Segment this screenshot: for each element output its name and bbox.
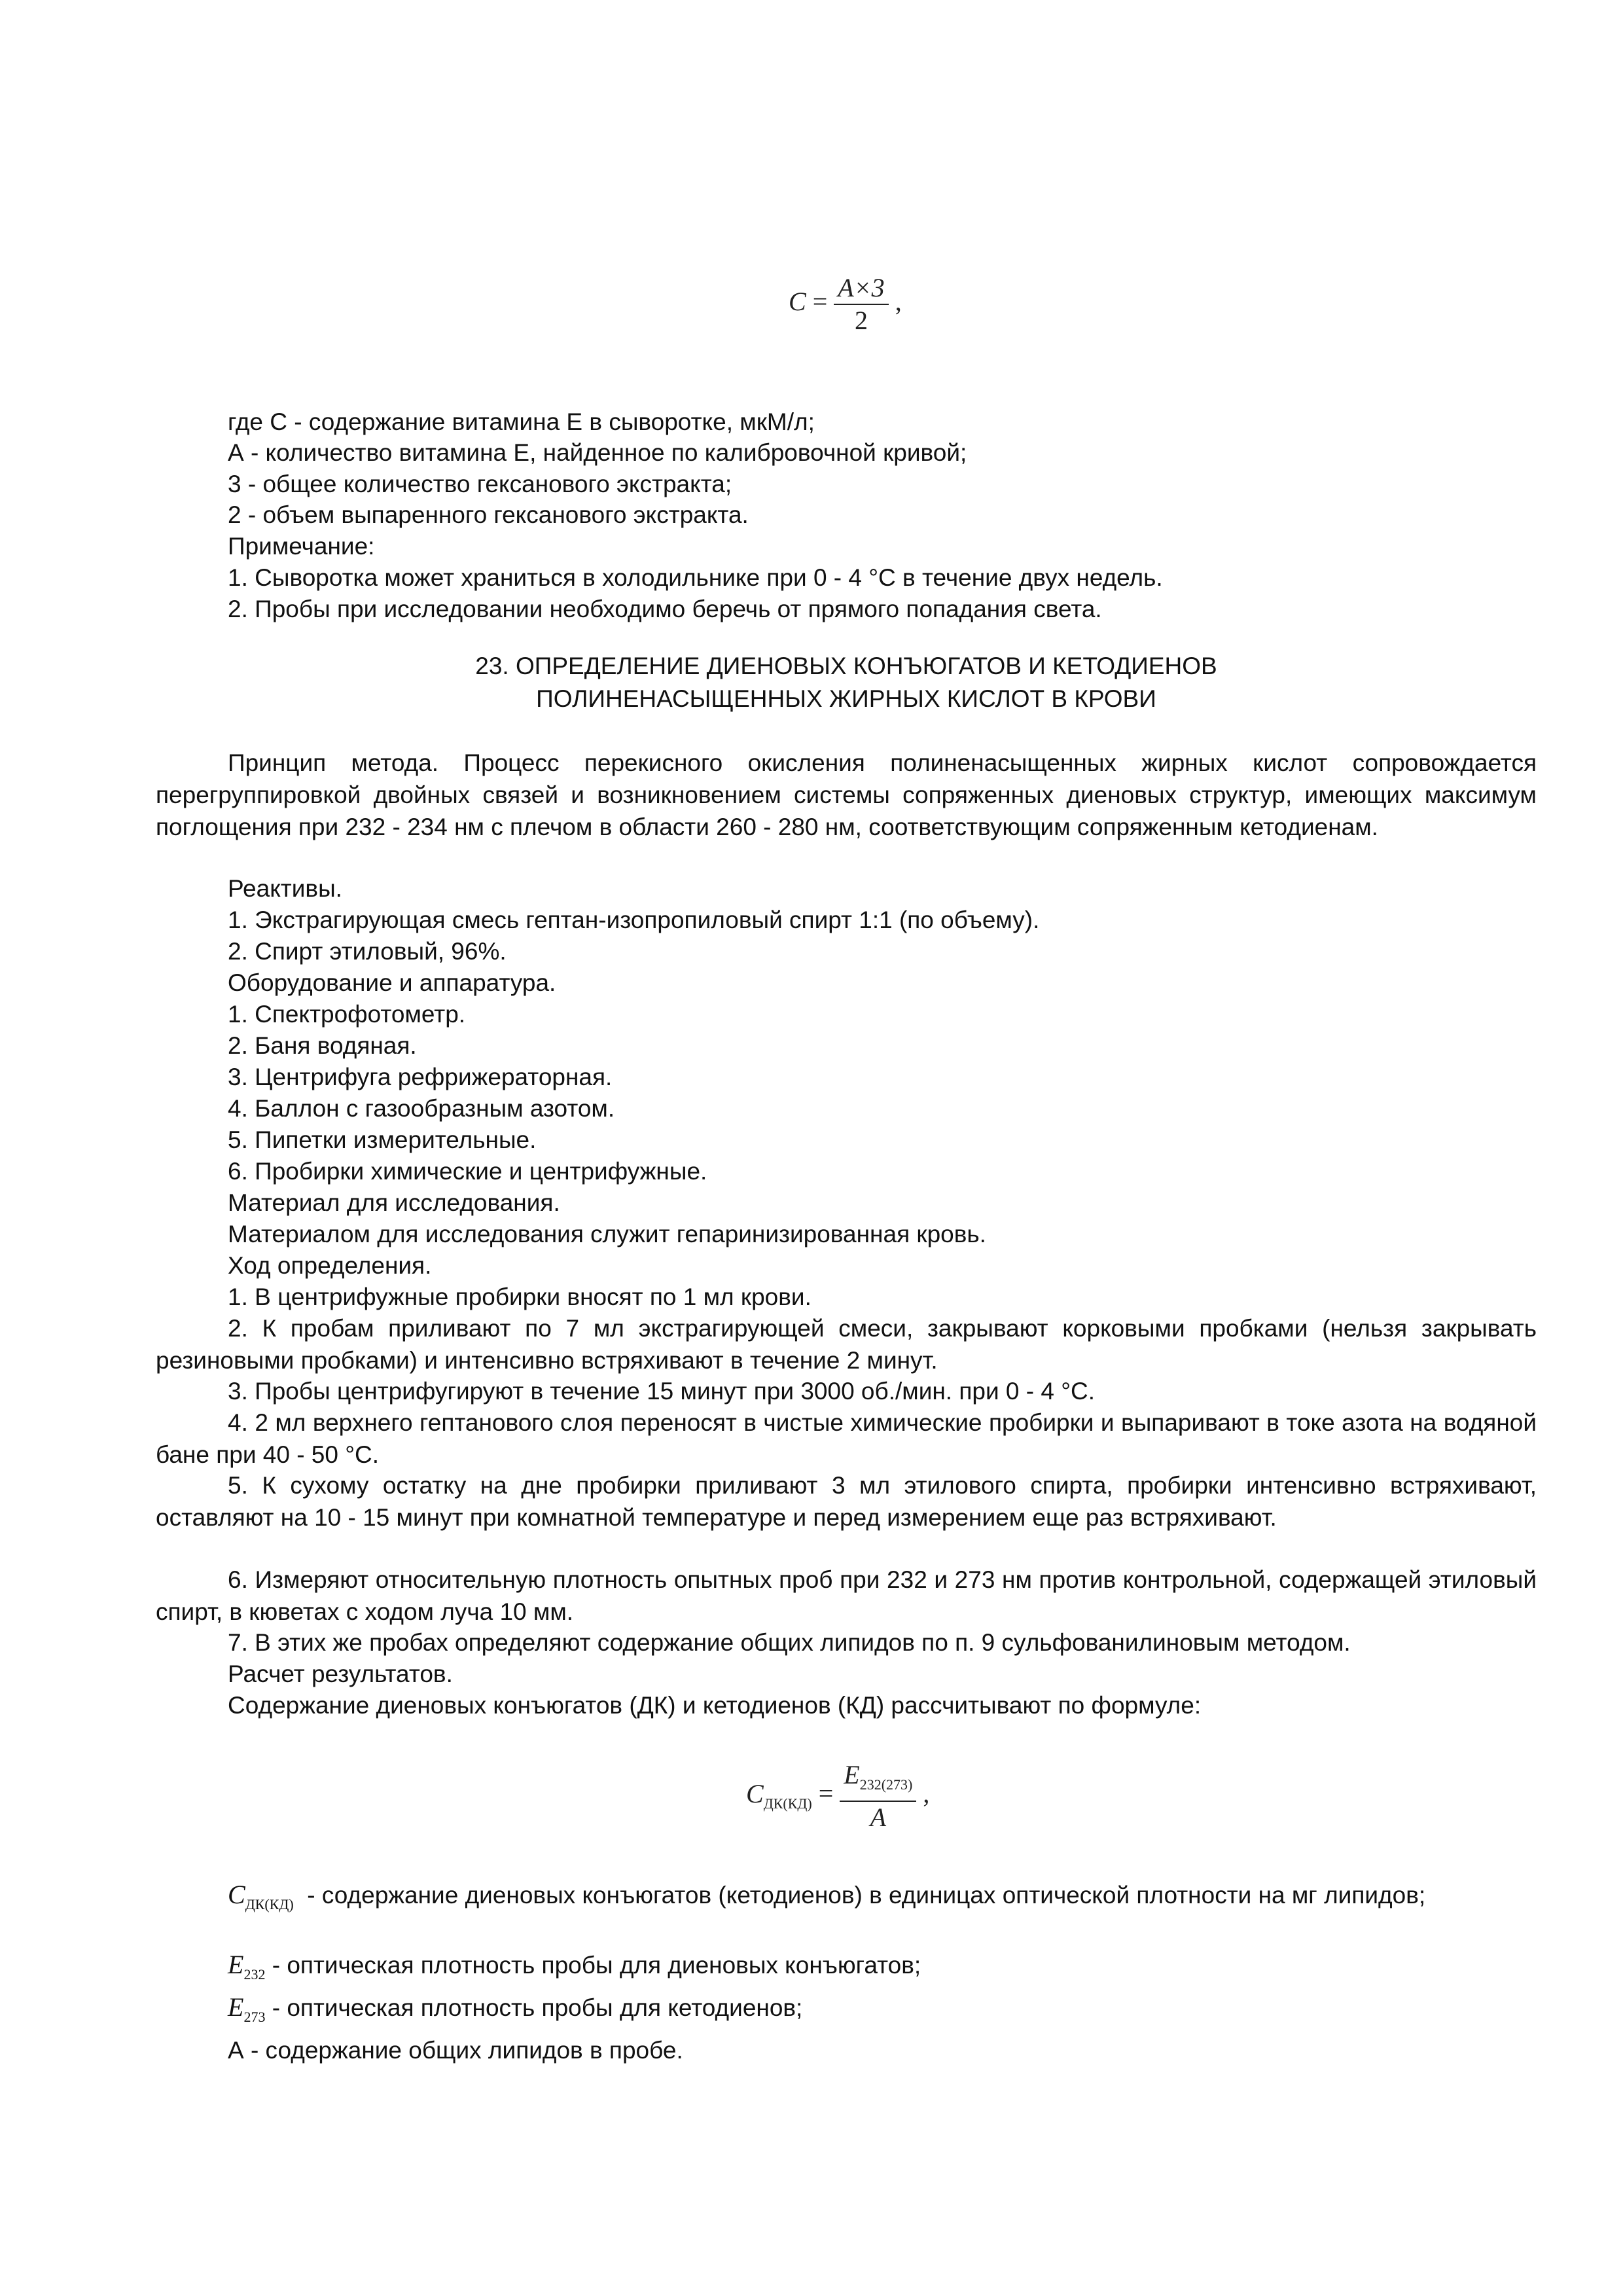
- list-item: 1. Экстрагирующая смесь гептан-изопропиловый спирт 1:1 (по объему).: [228, 906, 1040, 933]
- formula2-equals: =: [818, 1778, 834, 1808]
- list-item: Реактивы.: [228, 875, 342, 902]
- formula2-denominator: A: [870, 1803, 887, 1832]
- def-text: - оптическая плотность пробы для кетодиенов;: [272, 1994, 803, 2021]
- formula-vitamin-e: [789, 274, 902, 335]
- formula-denominator: 2: [854, 306, 868, 335]
- principle-paragraph: [156, 747, 1537, 843]
- def-symbol-sub: 232: [243, 1966, 266, 1982]
- definition-line: [228, 1948, 921, 1990]
- step-paragraph: [156, 1564, 1537, 1628]
- section-title-line1: 23. ОПРЕДЕЛЕНИЕ ДИЕНОВЫХ КОНЪЮГАТОВ И КЕТОДИЕНОВ: [475, 653, 1217, 679]
- def-symbol-base: E: [228, 1950, 244, 1979]
- note-line: 1. Сыворотка может храниться в холодильнике при 0 - 4 °С в течение двух недель.: [228, 564, 1163, 591]
- list-item: 2. Спирт этиловый, 96%.: [228, 938, 507, 965]
- def-text: - оптическая плотность пробы для диеновых конъюгатов;: [272, 1952, 921, 1979]
- step-paragraph: [156, 1407, 1537, 1471]
- formula2-numerator: [840, 1761, 916, 1802]
- formula2-lhs-symbol: C: [746, 1778, 764, 1808]
- step-paragraph: 7. В этих же пробах определяют содержание общих липидов по п. 9 сульфованилиновым методом.: [228, 1629, 1351, 1656]
- step-paragraph: [156, 1469, 1537, 1534]
- def-symbol: [228, 1950, 266, 1982]
- list-item: 3. Центрифуга рефрижераторная.: [228, 1064, 613, 1090]
- formula2-fraction: [840, 1761, 916, 1832]
- formula2-comma: ,: [923, 1778, 930, 1808]
- formula-comma: ,: [895, 287, 902, 317]
- formula-lhs: C: [789, 287, 806, 317]
- definition-line: где С - содержание витамина Е в сыворотке, мкМ/л;: [228, 408, 815, 435]
- definition-line: А - количество витамина Е, найденное по калибровочной кривой;: [228, 439, 967, 466]
- formula-numerator: A×3: [834, 274, 888, 305]
- definition-line: [228, 1991, 802, 2033]
- calc-heading: Расчет результатов.: [228, 1660, 453, 1687]
- list-item: Ход определения.: [228, 1252, 432, 1279]
- step-paragraph: [156, 1312, 1537, 1376]
- step-text: 2. К пробам приливают по 7 мл экстрагирующей смеси, закрывают корковыми пробками (нельзя закрывать резиновыми пробками) и интенсивно встряхивают в течение 2 минут.: [156, 1315, 1537, 1374]
- list-item: 2. Баня водяная.: [228, 1032, 417, 1059]
- list-item: 6. Пробирки химические и центрифужные.: [228, 1158, 707, 1185]
- formula2-lhs-sub: ДК(КД): [763, 1795, 812, 1812]
- step-text: 4. 2 мл верхнего гептанового слоя переносят в чистые химические пробирки и выпаривают в токе азота на водяной бане при 40 - 50 °С.: [156, 1409, 1537, 1468]
- def-symbol: [228, 1992, 266, 2025]
- formula2-num-sub: 232(273): [859, 1776, 913, 1793]
- note-line: 2. Пробы при исследовании необходимо беречь от прямого попадания света.: [228, 596, 1102, 622]
- definition-line: 3 - общее количество гексанового экстракта;: [228, 471, 732, 497]
- step-text: 6. Измеряют относительную плотность опытных проб при 232 и 273 нм против контрольной, содержащей этиловый спирт, в кюветах с ходом луча 10 мм.: [156, 1566, 1537, 1625]
- def-symbol-sub: ДК(КД): [245, 1896, 294, 1912]
- list-item: Материалом для исследования служит гепаринизированная кровь.: [228, 1221, 986, 1247]
- list-item: 5. Пипетки измерительные.: [228, 1126, 537, 1153]
- def-symbol-base: C: [228, 1880, 245, 1909]
- list-item: 4. Баллон с газообразным азотом.: [228, 1095, 615, 1122]
- def-text: - содержание диеновых конъюгатов (кетодиенов) в единицах оптической плотности на мг липидов;: [307, 1882, 1426, 1909]
- formula2-num-symbol: E: [844, 1760, 860, 1789]
- list-item: 1. В центрифужные пробирки вносят по 1 мл крови.: [228, 1283, 812, 1310]
- formula-equals: =: [812, 287, 828, 317]
- definition-paragraph: [156, 1878, 1537, 1920]
- formula-fraction: [834, 274, 888, 335]
- formula2-lhs: [746, 1778, 812, 1812]
- def-symbol: [228, 1880, 294, 1912]
- definition-line: 2 - объем выпаренного гексанового экстракта.: [228, 501, 749, 528]
- def-symbol-base: E: [228, 1992, 244, 2022]
- formula-intro: Содержание диеновых конъюгатов (ДК) и кетодиенов (КД) рассчитывают по формуле:: [228, 1692, 1202, 1719]
- principle-text: Принцип метода. Процесс перекисного окисления полиненасыщенных жирных кислот сопровождается перегруппировкой двойных связей и возникновением системы сопряженных диеновых структур, имеющих максимум поглощения при 232 - 234 нм с плечом в области 260 - 280 нм, соответствующим сопряженным кетодиенам.: [156, 749, 1537, 840]
- def-symbol-sub: 273: [243, 2009, 266, 2025]
- step-text: 5. К сухому остатку на дне пробирки приливают 3 мл этилового спирта, пробирки интенсивно встряхивают, оставляют на 10 - 15 минут при комнатной температуре и перед измерением еще раз встряхивают.: [156, 1472, 1537, 1531]
- formula-diene: [746, 1761, 929, 1832]
- note-heading: Примечание:: [228, 533, 375, 560]
- step-paragraph: 3. Пробы центрифугируют в течение 15 минут при 3000 об./мин. при 0 - 4 °С.: [228, 1378, 1096, 1405]
- list-item: Оборудование и аппаратура.: [228, 969, 556, 996]
- list-item: Материал для исследования.: [228, 1189, 560, 1216]
- section-title-line2: ПОЛИНЕНАСЫЩЕННЫХ ЖИРНЫХ КИСЛОТ В КРОВИ: [536, 685, 1156, 712]
- list-item: 1. Спектрофотометр.: [228, 1001, 466, 1028]
- definition-line: А - содержание общих липидов в пробе.: [228, 2037, 683, 2064]
